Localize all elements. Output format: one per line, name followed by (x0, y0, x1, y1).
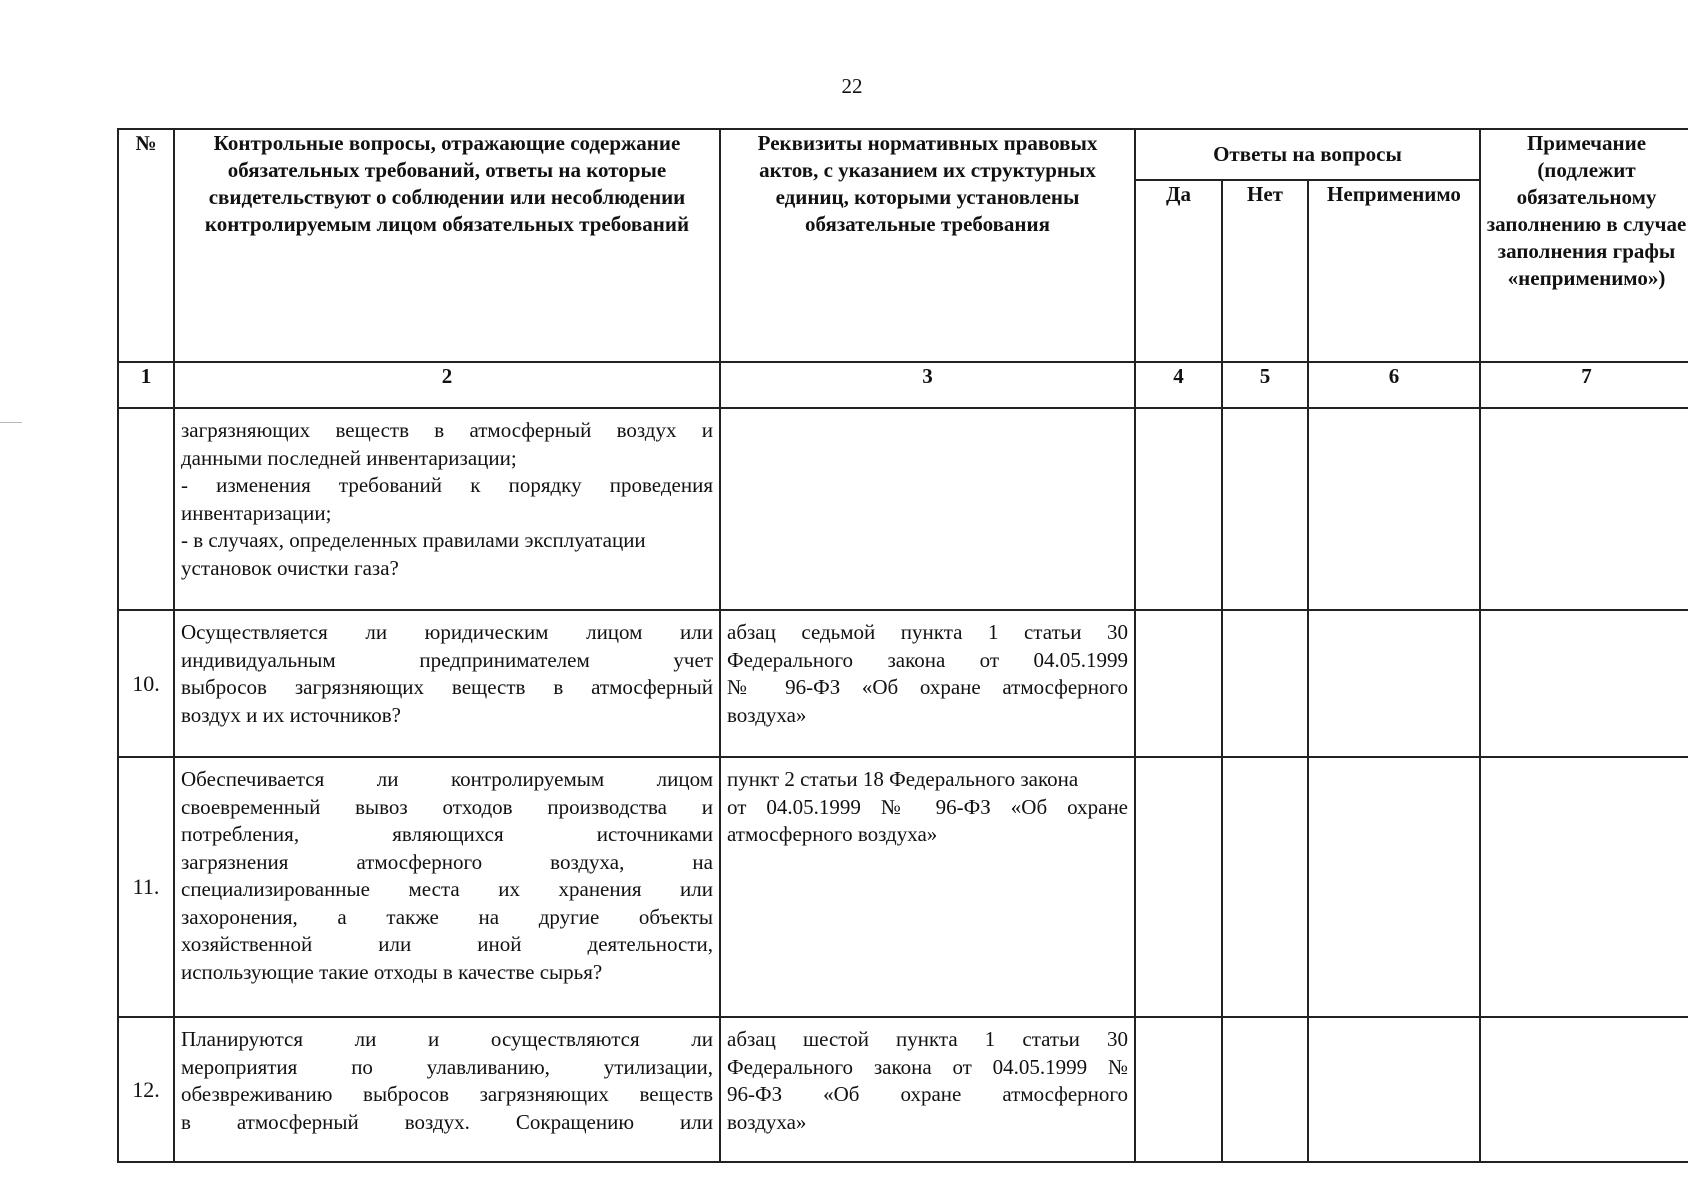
column-number: 4 (1135, 362, 1222, 408)
header-answer-yes: Да (1135, 180, 1222, 362)
margin-mark (0, 422, 22, 423)
question-line: инвентаризации; (181, 500, 332, 525)
question-line: мероприятия по улавливанию, утилизации, (181, 1054, 713, 1079)
question-line: данными последней инвентаризации; (181, 445, 517, 470)
question-line: потребления, являющихся источниками (181, 822, 713, 846)
question-line: хозяйственной или иной деятельности, (181, 932, 713, 956)
reference-line: воздуха» (727, 1109, 807, 1134)
answer-no-cell[interactable] (1222, 610, 1308, 757)
question-cell (174, 757, 720, 1017)
reference-line: абзац седьмой пункта 1 статьи 30 (727, 620, 1128, 644)
question-line: индивидуальным предпринимателем учет (181, 647, 713, 672)
answer-na-cell[interactable] (1308, 408, 1480, 610)
answer-yes-cell[interactable] (1135, 757, 1222, 1017)
reference-line: воздуха» (727, 702, 807, 727)
table-row (118, 610, 1688, 757)
answer-yes-cell[interactable] (1135, 610, 1222, 757)
row-number: 10. (118, 610, 174, 757)
answer-yes-cell[interactable] (1135, 1017, 1222, 1162)
question-line: использующие такие отходы в качестве сырья? (181, 959, 603, 984)
table-row (118, 408, 1688, 610)
row-number: 12. (118, 1017, 174, 1162)
reference-cell (720, 610, 1135, 757)
answer-no-cell[interactable] (1222, 408, 1308, 610)
header-answer-na: Неприменимо (1308, 180, 1480, 362)
answer-na-cell[interactable] (1308, 610, 1480, 757)
row-number (118, 408, 174, 610)
note-cell[interactable] (1480, 408, 1688, 610)
question-line: обезвреживанию выбросов загрязняющих веществ (181, 1082, 713, 1106)
question-line: в атмосферный воздух. Сокращению или (181, 1109, 713, 1134)
answer-na-cell[interactable] (1308, 1017, 1480, 1162)
column-number-row (118, 362, 1688, 408)
note-cell[interactable] (1480, 610, 1688, 757)
answer-na-cell[interactable] (1308, 757, 1480, 1017)
question-line: загрязнения атмосферного воздуха, на (181, 849, 713, 874)
header-answers: Ответы на вопросы (1135, 129, 1480, 180)
answer-no-cell[interactable] (1222, 1017, 1308, 1162)
reference-line: от 04.05.1999 № 96-ФЗ «Об охране (727, 794, 1128, 819)
header-row (118, 129, 1688, 180)
header-answer-no: Нет (1222, 180, 1308, 362)
table-row (118, 757, 1688, 1017)
answer-yes-cell[interactable] (1135, 408, 1222, 610)
column-number: 1 (118, 362, 174, 408)
reference-line: Федерального закона от 04.05.1999 (727, 647, 1128, 672)
question-line: воздух и их источников? (181, 702, 401, 727)
question-line: своевременный вывоз отходов производства и (181, 794, 713, 819)
reference-line: пункт 2 статьи 18 Федерального закона (727, 767, 1079, 791)
reference-line: атмосферного воздуха» (727, 822, 938, 846)
table-row (118, 1017, 1688, 1162)
question-cell (174, 1017, 720, 1162)
question-line: загрязняющих веществ в атмосферный воздух и (181, 418, 713, 442)
reference-cell (720, 757, 1135, 1017)
reference-line: абзац шестой пункта 1 статьи 30 (727, 1027, 1128, 1051)
column-number: 6 (1308, 362, 1480, 408)
answer-no-cell[interactable] (1222, 757, 1308, 1017)
header-requisites: Реквизиты нормативных правовых актов, с указанием их структурных единиц, которыми установлены обязательные требования (720, 129, 1135, 362)
reference-line: Федерального закона от 04.05.1999 № (727, 1054, 1128, 1079)
question-cell (174, 610, 720, 757)
question-line: Обеспечивается ли контролируемым лицом (181, 767, 713, 791)
question-line: выбросов загрязняющих веществ в атмосферный (181, 675, 713, 699)
question-line: Осуществляется ли юридическим лицом или (181, 620, 713, 644)
reference-cell (720, 408, 1135, 610)
page-number: 22 (841, 74, 863, 98)
question-line: установок очистки газа? (181, 555, 399, 580)
question-line: - в случаях, определенных правилами эксплуатации (181, 528, 646, 552)
reference-line: 96-ФЗ «Об охране атмосферного (727, 1082, 1128, 1106)
note-cell[interactable] (1480, 1017, 1688, 1162)
column-number: 7 (1480, 362, 1688, 408)
checklist-table (117, 128, 1688, 1163)
question-line: Планируются ли и осуществляются ли (181, 1027, 713, 1051)
header-note: Примечание (подлежит обязательному заполнению в случае заполнения графы «неприменимо») (1480, 129, 1688, 362)
reference-cell (720, 1017, 1135, 1162)
question-line: - изменения требований к порядку проведения (181, 473, 713, 497)
question-cell (174, 408, 720, 610)
header-number: № (118, 129, 174, 362)
reference-line: № 96-ФЗ «Об охране атмосферного (727, 675, 1128, 699)
question-line: захоронения, а также на другие объекты (181, 904, 713, 929)
note-cell[interactable] (1480, 757, 1688, 1017)
question-line: специализированные места их хранения или (181, 877, 713, 901)
row-number: 11. (118, 757, 174, 1017)
header-question: Контрольные вопросы, отражающие содержание обязательных требований, ответы на которые свидетельствуют о соблюдении или несоблюдении контролируемым лицом обязательных требований (174, 129, 720, 362)
column-number: 5 (1222, 362, 1308, 408)
column-number: 2 (174, 362, 720, 408)
column-number: 3 (720, 362, 1135, 408)
